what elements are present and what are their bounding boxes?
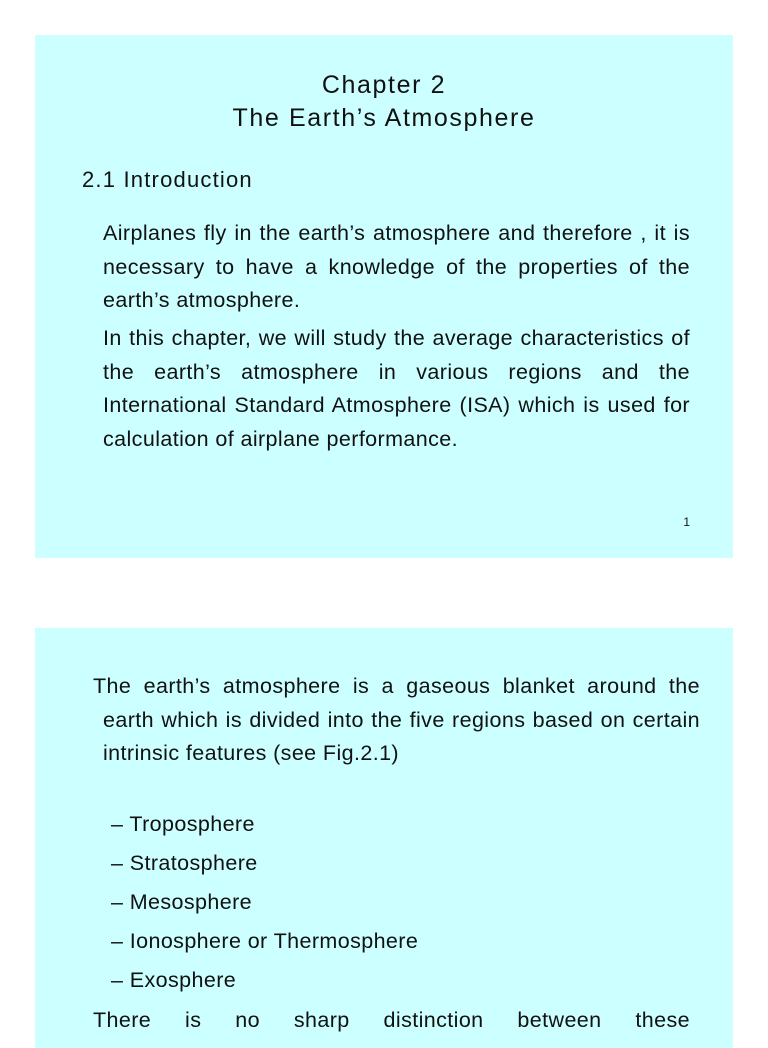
atmosphere-paragraph: The earth’s atmosphere is a gaseous blanket around the earth which is divided into the five regions based on certain intrinsic features (see Fig.2.1) bbox=[93, 674, 700, 765]
page-number: 1 bbox=[683, 515, 690, 529]
intro-paragraph-1: Airplanes fly in the earth’s atmosphere and therefore , it is necessary to have a knowledge of the properties of the earth’s atmosphere. bbox=[103, 221, 690, 312]
list-item: – Ionosphere or Thermosphere bbox=[111, 929, 419, 953]
slide-1 bbox=[35, 35, 733, 558]
section-heading: 2.1 Introduction bbox=[82, 167, 253, 192]
list-item: – Troposphere bbox=[111, 812, 255, 836]
list-item: – Mesosphere bbox=[111, 890, 253, 914]
chapter-title: The Earth’s Atmosphere bbox=[232, 104, 536, 132]
slide-2 bbox=[35, 628, 733, 1048]
list-item: – Exosphere bbox=[111, 968, 237, 992]
chapter-number-title: Chapter 2 bbox=[321, 71, 447, 99]
list-item: – Stratosphere bbox=[111, 851, 258, 875]
region-list bbox=[111, 808, 418, 1003]
intro-paragraph-2: In this chapter, we will study the average characteristics of the earth’s atmosphere in various regions and the International Standard Atmosphere (ISA) which is used for calculation of airplane performance. bbox=[103, 326, 690, 451]
distinction-paragraph: There is no sharp distinction between these bbox=[93, 1008, 690, 1032]
